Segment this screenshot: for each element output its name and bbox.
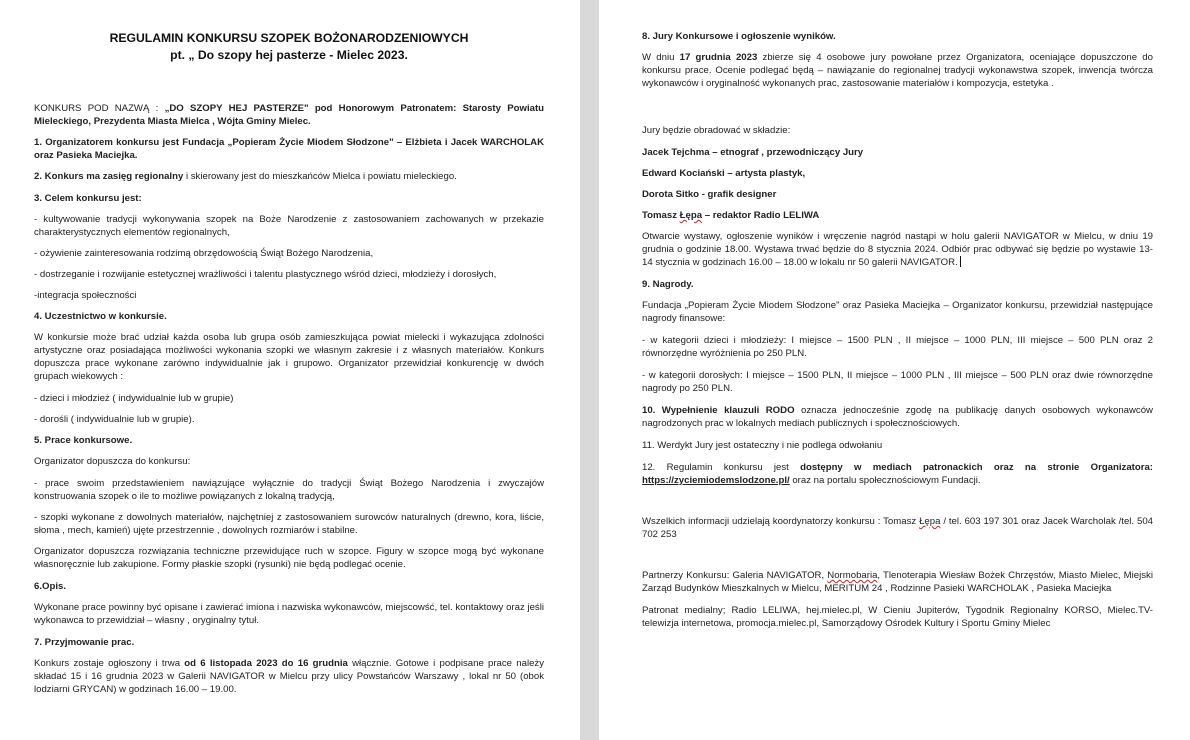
partners-paragraph: Partnerzy Konkursu: Galeria NAVIGATOR, Normobaria, Tlenoterapia Wiesław Bożek Chrzęstów, Miasto Mielec, Miejski Zarząd Budynków Mieszkalnych w Mielcu, MERITUM 24 , Rodzinne Pasieki WARCHOLAK , Pasieka Maciejka [642,570,1153,594]
contact-info: Wszelkich informacji udzielają koordynatorzy konkursu : Tomasz Łępa / tel. 603 197 301 oraz Jacek Warcholak /tel. 504 702 253 [642,516,1153,540]
document-page-right [599,0,1190,740]
works-item: - prace swoim przedstawieniem nawiązujące wyłącznie do tradycji Świąt Bożego Narodzenia i zwyczajów konstruowania szopek o ile to możliwe powiązanych z lokalną tradycją, [34,478,544,502]
organizer-website-link[interactable]: https://zyciemiodemslodzone.pl/ [642,475,790,486]
section-1-organizer: 1. Organizatorem konkursu jest Fundacja „Popieram Życie Miodem Słodzone" – Elżbieta i Jacek WARCHOLAK oraz Pasieka Maciejka. [34,137,544,161]
media-patronage: Patronat medialny; Radio LELIWA, hej.mielec.pl, W Cieniu Jupiterów, Tygodnik Regionalny KORSO, Mielec.TV- telewizja internetowa, promocja.mielec.pl, Samorządowy Ośrodek Kultury i Sportu Gminy Mielec [642,605,1153,629]
section-12-availability: 12. Regulamin konkursu jest dostępny w mediach patronackich oraz na stronie Organizatora: https://zyciemiodemslodzone.pl/ oraz na portalu społecznościowym Fundacji. [642,462,1153,486]
section-9-lead: Fundacja „Popieram Życie Miodem Słodzone" oraz Pasieka Maciejka – Organizator konkursu, przewidział następujące nagrody finansowe: [642,300,1153,324]
section-8-body: W dniu 17 grudnia 2023 zbierze się 4 osobowe jury powołane przez Organizatora, oceniające dopuszczone do konkursu prace. Ocenie podlegać będą – nawiązanie do regionalnej tradycji wykonawstwa szopek, inwencja twórcza wykonawców i oryginalność wykonanych prac, zastosowanie materiałów i kompozycja, estetyka . [642,52,1153,89]
section-4-heading: 4. Uczestnictwo w konkursie. [34,311,167,322]
section-5-heading: 5. Prace konkursowe. [34,435,133,446]
jury-member: Tomasz Łępa – redaktor Radio LELIWA [642,210,820,221]
section-5-note: Organizator dopuszcza rozwiązania techniczne przewidujące ruch w szopce. Figury w szopce mogą być wykonane własnoręcznie lub zakupione. Formy płaskie szopki (rysunki) nie będą podlegać ocenie. [34,546,544,570]
intro-paragraph: KONKURS POD NAZWĄ : „DO SZOPY HEJ PASTERZE" pod Honorowym Patronatem: Starosty Powiatu Mieleckiego, Prezydenta Miasta Mielca , Wójta Gminy Mielec. [34,103,544,127]
section-8-heading: 8. Jury Konkursowe i ogłoszenie wyników. [642,31,836,42]
prize-item: - w kategorii dzieci i młodzieży: I miejsce – 1500 PLN , II miejsce – 1000 PLN, III miejsce – 500 PLN oraz 2 równorzędne wyróżnienia po 250 PLN. [642,335,1153,359]
section-5-lead: Organizator dopuszcza do konkursu: [34,456,191,467]
age-group-item: - dzieci i młodzież ( indywidualnie lub w grupie) [34,393,234,404]
section-11-verdict: 11. Werdykt Jury jest ostateczny i nie podlega odwołaniu [642,440,883,451]
section-10-rodo: 10. Wypełnienie klauzuli RODO oznacza jednocześnie zgodę na publikację danych osobowych wykonawców nagrodzonych prac w lokalnych mediach publicznych i społecznościowych. [642,405,1153,429]
section-7-heading: 7. Przyjmowanie prac. [34,637,135,648]
text-cursor [960,256,961,267]
goal-item: - ożywienie zainteresowania rodzimą obrzędowością Świąt Bożego Narodzenia, [34,248,374,259]
works-item: - szopki wykonane z dowolnych materiałów, najchętniej z zastosowaniem surowców naturalnych (drewno, kora, liście, słoma , mech, kamień) ujęte przestrzennie , dowolnych rozmiarów i stabilne. [34,512,544,536]
prize-item: - w kategorii dorosłych: I miejsce – 1500 PLN, II miejsce – 1000 PLN , III miejsce – 500 PLN oraz dwie równorzędne nagrody po 250 PLN. [642,370,1153,394]
jury-member: Edward Kociański – artysta plastyk, [642,168,806,179]
section-2-scope: 2. Konkurs ma zasięg regionalny i skierowany jest do mieszkańców Mielca i powiatu mieleckiego. [34,171,457,182]
goal-item: - dostrzeganie i rozwijanie estetycznej wrażliwości i talentu plastycznego wśród dzieci, młodzieży i dorosłych, [34,269,497,280]
section-3-heading: 3. Celem konkursu jest: [34,193,142,204]
section-6-body: Wykonane prace powinny być opisane i zawierać imiona i nazwiska wykonawców, miejscowść, tel. kontaktowy oraz jeśli wykonawca to przewidział – własny , oryginalny tytuł. [34,602,544,626]
goal-item: -integracja społeczności [34,290,137,301]
document-subtitle: pt. „ Do szopy hej pasterze - Mielec 2023. [170,48,408,62]
age-group-item: - dorośli ( indywidualnie lub w grupie). [34,414,195,425]
section-4-body: W konkursie może brać udział każda osoba lub grupa osób zamieszkująca powiat mielecki i wykazująca zdolności artystyczne oraz posiadająca możliwości wykonania szopki we własnym zakresie i z własnych materiałów. Konkurs dopuszcza prace wykonane zarówno indywidualnie jak i grupowo. Organizator przewidział konkurencję w dwóch grupach wiekowych : [34,332,544,382]
section-6-heading: 6.Opis. [34,581,66,592]
jury-lead: Jury będzie obradować w składzie: [642,125,791,136]
goal-item: - kultywowanie tradycji wykonywania szopek na Boże Narodzenie z zastosowaniem zachowanych w przekazie charakterystycznych elementów regionalnych, [34,214,544,238]
section-7-body: Konkurs zostaje ogłoszony i trwa od 6 listopada 2023 do 16 grudnia włącznie. Gotowe i podpisane prace należy składać 15 i 16 grudnia 2023 w Galerii NAVIGATOR w Mielcu przy ulicy Powstańców Warszawy , lokal nr 50 (obok lodziarni GRYCAN) w godzinach 16.00 – 19.00. [34,658,545,695]
jury-member: Jacek Tejchma – etnograf , przewodniczący Jury [642,147,864,158]
section-9-heading: 9. Nagrody. [642,279,694,290]
document-page-left [0,0,580,740]
exhibition-paragraph: Otwarcie wystawy, ogłoszenie wyników i wręczenie nagród nastąpi w holu galerii NAVIGATOR w Mielcu, w dniu 19 grudnia o godzinie 18.00. Wystawa trwać będzie do 8 stycznia 2024. Odbiór prac odbywać się będzie po wystawie 13-14 stycznia w godzinach 16.00 – 18.00 w lokalu nr 50 galerii NAVIGATOR. [642,231,1153,268]
jury-member: Dorota Sitko - grafik designer [642,189,777,200]
document-title: REGULAMIN KONKURSU SZOPEK BOŻONARODZENIOWYCH [109,31,469,45]
